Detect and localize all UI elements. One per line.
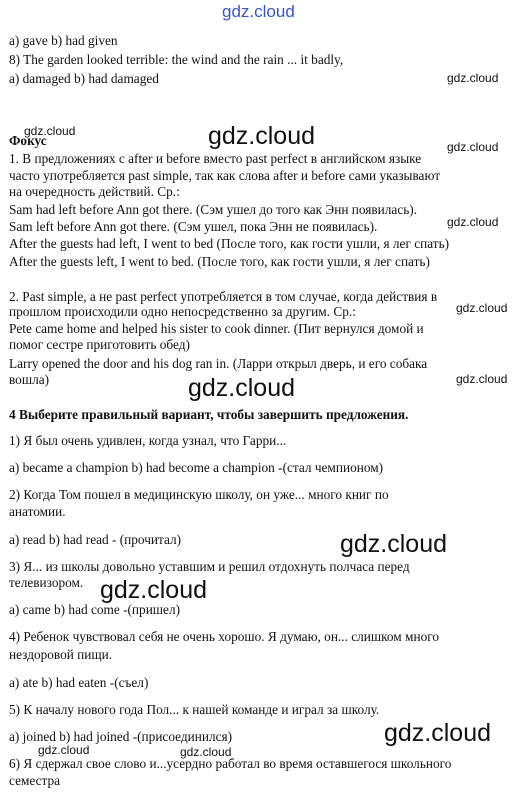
- exercise-heading: 4 Выберите правильный вариант, чтобы завершить предложения.: [9, 407, 409, 422]
- text-line: a) ate b) had eaten -(съел): [9, 675, 149, 690]
- text-line: часто употребляется past simple, так как слова after и before сами указывают: [9, 168, 441, 183]
- text-line: a) damaged b) had damaged: [9, 71, 159, 86]
- watermark: gdz.cloud: [340, 530, 448, 558]
- watermark: gdz.cloud: [456, 301, 508, 315]
- text-line: 1) Я был очень удивлен, когда узнал, что Гарри...: [9, 433, 287, 448]
- text-line: Sam had left before Ann got there. (Сэм ушел до того как Энн появилась).: [9, 202, 418, 217]
- text-line: нездоровой пищи.: [9, 647, 113, 662]
- text-line: 4) Ребенок чувствовал себя не очень хорошо. Я думаю, он... слишком много: [9, 629, 439, 644]
- section-heading-focus: Фокус: [9, 133, 47, 148]
- text-line: семестра: [9, 773, 61, 788]
- watermark-top: gdz.cloud: [222, 2, 295, 21]
- text-line: a) joined b) had joined -(присоединился): [9, 729, 233, 744]
- watermark: gdz.cloud: [188, 374, 296, 402]
- text-line: After the guests left, I went to bed. (После того, как гости ушли, я лег спать): [9, 254, 430, 269]
- text-line: 1. В предложениях с after и before вместо past perfect в английском языке: [9, 151, 422, 166]
- text-line: помог сестре приготовить обед): [9, 337, 190, 352]
- text-line: 2. Past simple, а не past perfect употребляется в том случае, когда действия в: [9, 289, 438, 304]
- text-line: на очередность действий. Ср.:: [9, 184, 180, 199]
- text-line: 3) Я... из школы довольно уставшим и решил отдохнуть полчаса перед: [9, 559, 410, 574]
- text-line: Sam left before Ann got there. (Сэм ушел, пока Энн не появилась).: [9, 219, 378, 234]
- watermark: gdz.cloud: [38, 743, 90, 757]
- watermark: gdz.cloud: [447, 215, 499, 229]
- text-line: a) became a champion b) had become a champion -(стал чемпионом): [9, 460, 384, 475]
- text-line: Larry opened the door and his dog ran in. (Ларри открыл дверь, и его собака: [9, 356, 428, 371]
- text-line: After the guests had left, I went to bed (После того, как гости ушли, я лег спать): [9, 236, 450, 251]
- text-line: вошла): [9, 372, 50, 387]
- watermark: gdz.cloud: [447, 71, 499, 85]
- watermark: gdz.cloud: [456, 372, 508, 386]
- text-line: a) gave b) had given: [9, 33, 118, 48]
- watermark: gdz.cloud: [100, 576, 208, 604]
- text-line: прошлом происходили одно непосредственно за другим. Ср.:: [9, 304, 356, 319]
- watermark: gdz.cloud: [208, 122, 316, 150]
- text-line: анатомии.: [9, 504, 66, 519]
- watermark: gdz.cloud: [24, 124, 76, 138]
- watermark: gdz.cloud: [384, 719, 492, 747]
- text-line: 8) The garden looked terrible: the wind and the rain ... it badly,: [9, 52, 344, 67]
- text-line: a) came b) had come -(пришел): [9, 602, 181, 617]
- text-line: телевизором.: [9, 575, 84, 590]
- text-line: Pete came home and helped his sister to cook dinner. (Пит вернулся домой и: [9, 321, 424, 336]
- text-line: a) read b) had read - (прочитал): [9, 532, 182, 547]
- text-line: 6) Я сдержал свое слово и...усердно работал во время оставшегося школьного: [9, 756, 452, 771]
- watermark: gdz.cloud: [447, 140, 499, 154]
- watermark: gdz.cloud: [180, 745, 232, 759]
- text-line: 2) Когда Том пошел в медицинскую школу, он уже... много книг по: [9, 487, 389, 502]
- text-line: 5) К началу нового года Пол... к нашей команде и играл за школу.: [9, 702, 380, 717]
